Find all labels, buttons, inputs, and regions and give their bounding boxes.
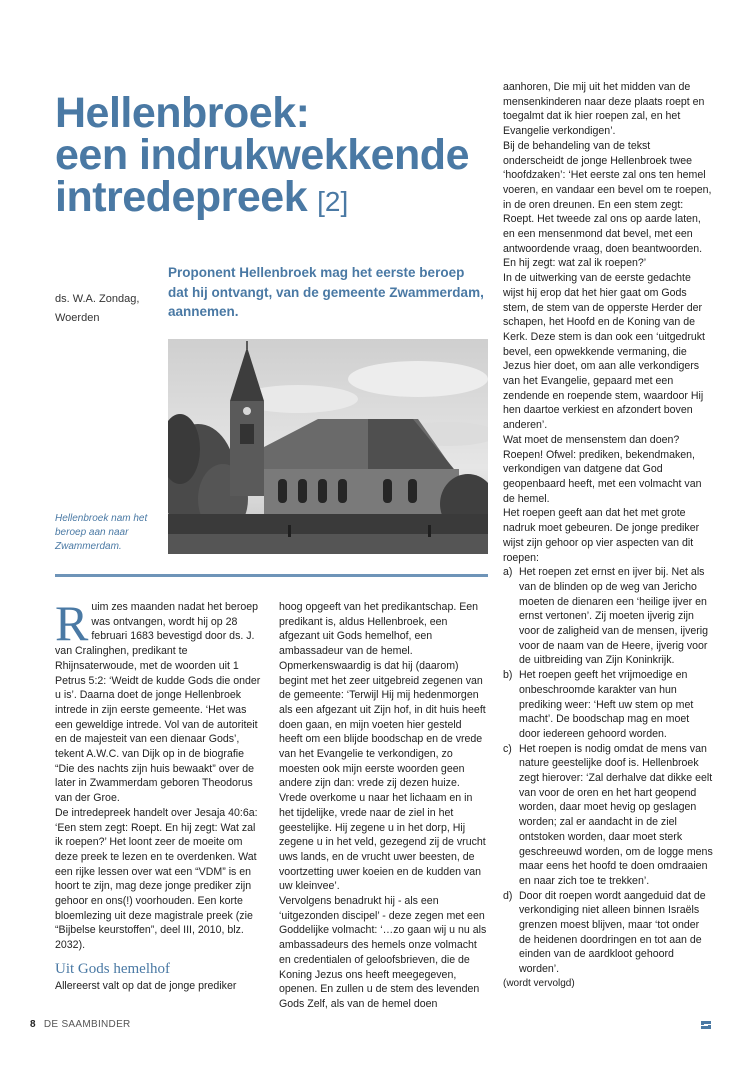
photo-caption: Hellenbroek nam het beroep aan naar Zwammerdam. bbox=[55, 513, 148, 552]
paragraph: In de uitwerking van de eerste gedachte wijst hij erop dat het hier gaat om Gods stem, de stem van de opperste Herder der schapen, het Hoofd en de Koning van de Kerk. Deze stem is dan ook een ‘uitgedrukt bevel, een opwekkende vermaning, die Jezus hier doet, om aan alle verkondigers van het Evangelie, gepaard met een zendende en roepende stem, waardoor Hij hen daartoe verkiest en afzondert boven anderen’. bbox=[503, 272, 705, 432]
title-line-2: een indrukwekkende bbox=[55, 131, 469, 179]
list-marker: a) bbox=[503, 566, 513, 579]
list-marker: d) bbox=[503, 889, 513, 902]
list-item bbox=[503, 889, 713, 977]
subheading: Uit Gods hemelhof bbox=[55, 960, 170, 977]
title-line-1: Hellenbroek: bbox=[55, 89, 310, 137]
paragraph-text: uim zes maanden nadat het beroep was ontvangen, wordt hij op 28 februari 1683 bevestigd door ds. J. van Cralinghen, predikant te Rhijnsaterwoude, met de woorden uit 1 Petrus 5:2: ‘Weidt de kudde Gods die onder u is’. Daarna doet de jonge Hellenbroek intrede in zijn eerste gemeente. ‘Het was een geweldige intrede. Vol van de autoriteit en de majesteit van een dienaar Gods’, tekent A.W.C. van Dijk op in de biografie “Die des nachts zijn huis bewaakt” over de later in Zwammerdam geboren Theodorus van der Groe. bbox=[55, 601, 261, 805]
article-title bbox=[55, 89, 495, 223]
lead-paragraph: Proponent Hellenbroek mag het eerste beroep dat hij ontvangt, van de gemeente Zwammerdam, aannemen. bbox=[168, 265, 484, 319]
list-item bbox=[503, 668, 713, 742]
list-marker: b) bbox=[503, 669, 513, 682]
title-part-number: [2] bbox=[317, 186, 349, 217]
aspects-list bbox=[503, 565, 713, 977]
list-item-text: Het roepen zet ernst en ijver bij. Net als van de blinden op de weg van Jericho moeten de dienaren een ‘heilige ijver en ernst vertonen’. Zij moeten ijverig zijn voor de zaligheid van de mensen, ijverig voor de naam van de Heere, ijverig voor de uitbreiding van Zijn Koninkrijk. bbox=[519, 566, 709, 667]
paragraph: Vervolgens benadrukt hij - als een ‘uitgezonden discipel’ - deze zegen met een Goddelijke volmacht: ‘…zo gaan wij u nu als ambassadeurs des hemels onze volmacht en credentialen of geloofsbrieven, die de Koning Jezus ons heeft meegegeven, openen. En zullen u de stem des levenden Gods Zelf, als van de hemel doen bbox=[279, 895, 487, 1010]
paragraph: Het roepen geeft aan dat het met grote nadruk moet gebeuren. De jonge prediker wijst zijn gehoor op vier aspecten van dit roepen: bbox=[503, 507, 700, 564]
list-item-text: Door dit roepen wordt aangeduid dat de verkondiging niet alleen binnen Israëls grenzen moest blijven, maar ‘tot onder de heidenen doordringen en tot aan de einden van de aardkloot gehoord worden’. bbox=[519, 889, 706, 976]
column-3 bbox=[503, 80, 713, 992]
paragraph bbox=[55, 595, 262, 806]
continued-note: (wordt vervolgd) bbox=[503, 977, 575, 989]
paragraph: aanhoren, Die mij uit het midden van de mensenkinderen naar deze plaats roept en toegalmt dat ik hier roepen zal, en het Evangelie verkondigen’. bbox=[503, 81, 705, 138]
author-byline bbox=[55, 290, 165, 328]
end-mark-icon bbox=[700, 1017, 712, 1027]
paragraph: De intredepreek handelt over Jesaja 40:6a: ‘Een stem zegt: Roept. En hij zegt: Wat zal ik roepen?’ Het loont zeer de moeite om deze preek te lezen en te overdenken. Wat een rijke lessen over wat een “VDM” is en hoort te zijn, mag deze jonge prediker zijn gehoor en ons(!) voorhouden. Een korte bloemlezing uit deze magistrale preek (zie “Bijbelse keurstoffen”, deel III, 2010, blz. 2032). bbox=[55, 806, 258, 952]
page-footer bbox=[30, 1019, 131, 1030]
column-2 bbox=[279, 600, 487, 1012]
paragraph: Wat moet de mensenstem dan doen? Roepen! Ofwel: prediken, bekendmaken, verkondigen van datgene dat God geopenbaard heeft, met een volmacht van de hemel. bbox=[503, 433, 702, 505]
list-item bbox=[503, 742, 713, 889]
page-number: 8 bbox=[30, 1019, 36, 1030]
list-item bbox=[503, 565, 713, 668]
section-divider bbox=[55, 574, 488, 577]
paragraph: hoog opgeeft van het predikantschap. Een predikant is, aldus Hellenbroek, een afgezant uit Gods hemelhof, een ambassadeur van de hemel. Opmerkenswaardig is dat hij (daarom) begint met het zeer uitgebreid zegenen van de gemeente: ‘Terwijl Hij mij hedenmorgen als een afgezant uit Zijn hof, in dit huis heeft doen gaan, en mijn voeten hier gesteld heeft om een blijde boodschap en de vrede van het Evangelie te verkondigen, zo moesten ook mijn eerste woorden geen andere zijn dan: vrede zij dezen huize. Vrede overkome u naar het lichaam en in het tijdelijke, vrede naar de ziel in het geestelijke. Hij zegene u in het dorp, Hij zegene u in het veld, gezegend zij de vrucht uws lands, en de vrucht uwer beesten, de voortzetting uwer koeien en de kudden van uw kleinvee’. bbox=[279, 601, 486, 893]
paragraph: Allereerst valt op dat de jonge prediker bbox=[55, 979, 237, 992]
column-1 bbox=[55, 595, 262, 994]
publication-name: DE SAAMBINDER bbox=[43, 1019, 131, 1030]
author-place: Woerden bbox=[55, 312, 100, 324]
author-name: ds. W.A. Zondag, bbox=[55, 293, 140, 305]
paragraph: Bij de behandeling van de tekst onderscheidt de jonge Hellenbroek twee ‘hoofdzaken’: ‘Het eerste zal ons ten hemel voeren, en vandaar een bevel om te roepen, in de oren dreunen. En een stem zegt: Roept. Het tweede zal ons op aarde laten, en een mensenmond dat bevel, met een antwoordende vraag, doen beantwoorden. En hij zegt: wat zal ik roepen?’ bbox=[503, 139, 712, 270]
list-item-text: Het roepen is nodig omdat de mens van nature geestelijke doof is. Hellenbroek zegt hierover: ‘Zal derhalve dat dikke eelt van voor de oren en het hart geopend worden, daar moet hevig op geslagen worden; zal er aandacht in de ziel ontstoken worden, daar moet sterk geschreeuwd worden, om de logge mens maar eens het hoofd te doen omdraaien en naar zich toe te trekken’. bbox=[519, 742, 713, 887]
list-marker: c) bbox=[503, 742, 512, 755]
church-photo bbox=[168, 339, 488, 554]
list-item-text: Het roepen geeft het vrijmoedige en onbeschroomde karakter van hun prediking weer: ‘Heft uw stem op met macht’. De boodschap mag en moet door iedereen gehoord worden. bbox=[519, 669, 694, 740]
title-line-3 bbox=[55, 173, 495, 223]
title-line-3-text: intredepreek bbox=[55, 173, 308, 221]
drop-cap: R bbox=[55, 595, 89, 651]
